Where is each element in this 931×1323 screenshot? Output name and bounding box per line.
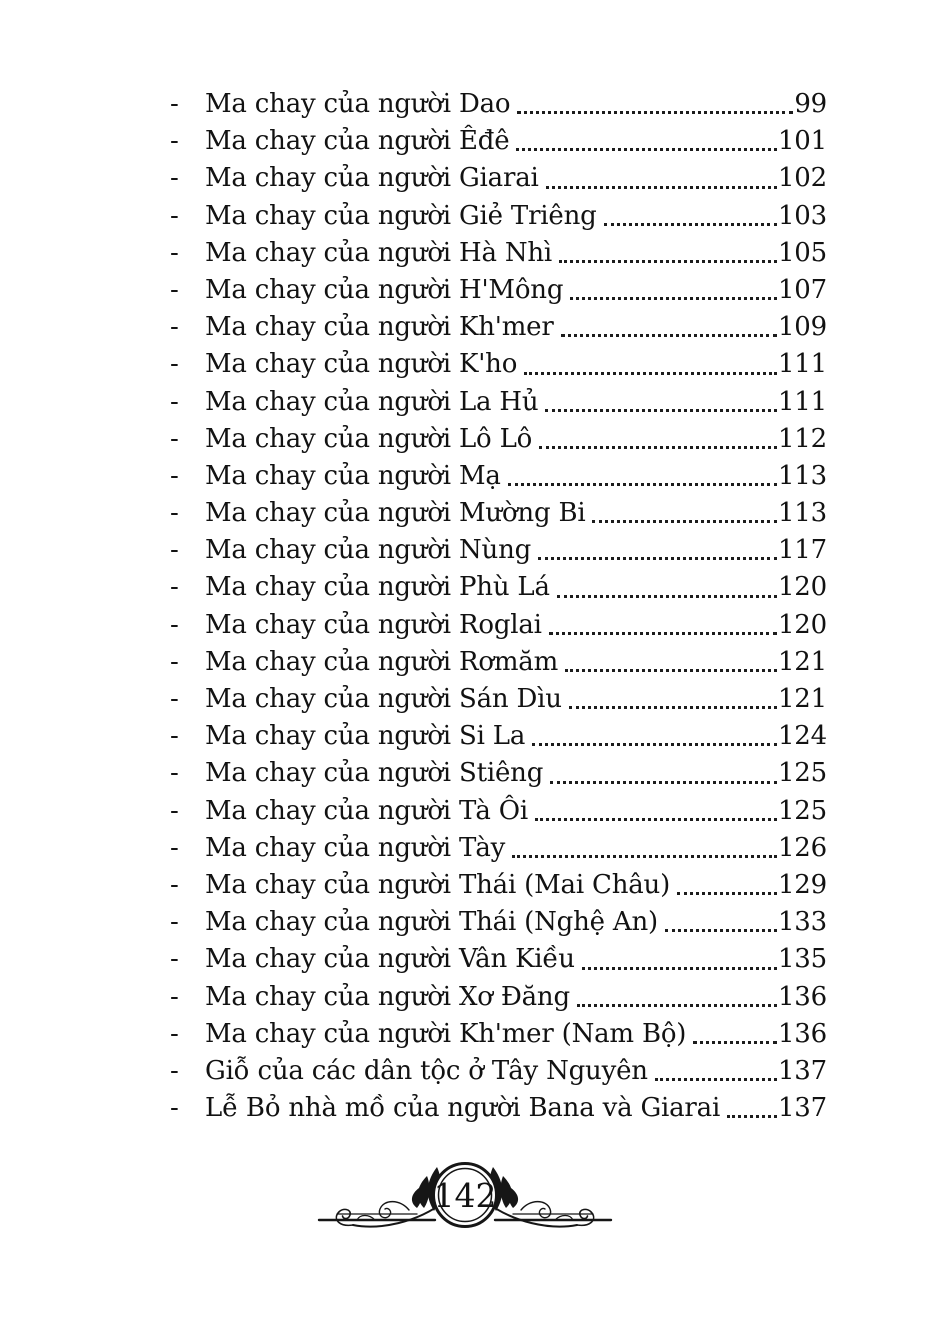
toc-entry-dash: -: [170, 126, 179, 157]
toc-entry-page: 125: [777, 758, 827, 789]
toc-entry-page: 124: [777, 721, 827, 752]
toc-entry-page: 109: [777, 312, 827, 343]
toc-entry-dash: -: [170, 423, 179, 454]
toc-entry-page: 125: [777, 795, 827, 826]
toc-entry-page: 113: [777, 460, 827, 491]
toc-entry-page: 135: [777, 944, 827, 975]
dotted-leader: [655, 1078, 777, 1081]
toc-entry-dash: -: [170, 981, 179, 1012]
toc-entry-title: Ma chay của người Phù Lá: [205, 572, 550, 603]
dotted-leader: [546, 186, 777, 189]
toc-row: [170, 607, 827, 644]
toc-entry-dash: -: [170, 200, 179, 231]
footer-ornament: [315, 1143, 615, 1253]
toc-entry-title: Ma chay của người Lô Lô: [205, 423, 533, 454]
toc-entry-title: Ma chay của người K'ho: [205, 349, 518, 380]
toc-row: [170, 1090, 827, 1127]
toc-entry-dash: -: [170, 89, 179, 119]
toc-entry-page: 112: [777, 423, 827, 454]
toc-row: [170, 830, 827, 867]
toc-entry-page: 129: [777, 869, 827, 900]
toc-row: [170, 235, 827, 272]
table-of-contents: [170, 86, 827, 1127]
toc-row: [170, 1016, 827, 1053]
toc-entry-dash: -: [170, 1055, 179, 1086]
toc-row: [170, 755, 827, 792]
toc-entry-title: Ma chay của người Tà Ôi: [205, 795, 528, 826]
dotted-leader: [582, 967, 777, 970]
dotted-leader: [524, 372, 777, 375]
toc-row: [170, 309, 827, 346]
toc-entry-dash: -: [170, 572, 179, 603]
toc-row: [170, 123, 827, 160]
toc-entry-title: Ma chay của người Kh'mer: [205, 312, 554, 343]
toc-entry-title: Ma chay của người Mường Bi: [205, 498, 586, 529]
dotted-leader: [559, 260, 777, 263]
toc-entry-title: Giỗ của các dân tộc ở Tây Nguyên: [205, 1055, 648, 1086]
toc-entry-title: Ma chay của người Êđê: [205, 126, 510, 157]
toc-entry-dash: -: [170, 869, 179, 900]
toc-entry-dash: -: [170, 721, 179, 752]
dotted-leader: [535, 818, 777, 821]
toc-entry-page: 102: [777, 163, 827, 194]
dotted-leader: [557, 595, 777, 598]
toc-entry-dash: -: [170, 163, 179, 194]
toc-entry-title: Ma chay của người Dao: [205, 89, 511, 119]
toc-row: [170, 272, 827, 309]
toc-entry-title: Ma chay của người Stiêng: [205, 758, 544, 789]
dotted-leader: [604, 223, 777, 226]
dotted-leader: [569, 706, 777, 709]
dotted-leader: [577, 1004, 777, 1007]
toc-entry-dash: -: [170, 1093, 179, 1124]
toc-row: [170, 532, 827, 569]
dotted-leader: [512, 855, 777, 858]
toc-entry-title: Ma chay của người Vân Kiều: [205, 944, 575, 975]
toc-entry-title: Ma chay của người Giarai: [205, 163, 539, 194]
dotted-leader: [539, 446, 777, 449]
toc-entry-page: 136: [777, 981, 827, 1012]
toc-entry-dash: -: [170, 460, 179, 491]
dotted-leader: [592, 520, 776, 523]
toc-row: [170, 198, 827, 235]
toc-entry-title: Ma chay của người Nùng: [205, 535, 532, 566]
toc-entry-title: Ma chay của người H'Mông: [205, 274, 564, 305]
dotted-leader: [727, 1115, 777, 1118]
toc-entry-dash: -: [170, 312, 179, 343]
dotted-leader: [516, 148, 777, 151]
toc-entry-page: 133: [777, 907, 827, 938]
toc-row: [170, 644, 827, 681]
toc-entry-page: 117: [777, 535, 827, 566]
toc-row: [170, 681, 827, 718]
toc-entry-title: Lễ Bỏ nhà mồ của người Bana và Giarai: [205, 1093, 721, 1124]
toc-entry-title: Ma chay của người Kh'mer (Nam Bộ): [205, 1018, 687, 1049]
toc-entry-page: 105: [777, 237, 827, 268]
toc-entry-page: 136: [777, 1018, 827, 1049]
toc-entry-page: 126: [777, 832, 827, 863]
toc-row: [170, 718, 827, 755]
toc-entry-dash: -: [170, 684, 179, 714]
toc-entry-page: 137: [777, 1093, 827, 1124]
toc-entry-page: 120: [777, 609, 827, 640]
dotted-leader: [561, 334, 777, 337]
toc-entry-dash: -: [170, 758, 179, 789]
flourish-ornament-graphic: [315, 1143, 615, 1253]
toc-entry-title: Ma chay của người Thái (Nghệ An): [205, 907, 658, 938]
toc-entry-title: Ma chay của người Mạ: [205, 460, 501, 491]
toc-entry-title: Ma chay của người Xơ Đăng: [205, 981, 570, 1012]
toc-entry-title: Ma chay của người Roglai: [205, 609, 542, 640]
toc-entry-title: Ma chay của người Thái (Mai Châu): [205, 869, 671, 900]
toc-entry-title: Ma chay của người Tày: [205, 832, 506, 863]
toc-entry-dash: -: [170, 609, 179, 640]
toc-entry-title: Ma chay của người Giẻ Triêng: [205, 200, 597, 231]
toc-row: [170, 421, 827, 458]
dotted-leader: [549, 632, 777, 635]
footer-page-number: 142: [433, 1176, 497, 1215]
toc-entry-page: 137: [777, 1055, 827, 1086]
dotted-leader: [545, 409, 777, 412]
toc-row: [170, 384, 827, 421]
toc-entry-dash: -: [170, 498, 179, 529]
toc-row: [170, 458, 827, 495]
toc-row: [170, 569, 827, 606]
toc-entry-dash: -: [170, 1018, 179, 1049]
dotted-leader: [538, 557, 777, 560]
toc-row: [170, 346, 827, 383]
toc-row: [170, 86, 827, 123]
toc-entry-title: Ma chay của người Si La: [205, 721, 526, 752]
toc-row: [170, 941, 827, 978]
toc-entry-dash: -: [170, 386, 179, 417]
toc-row: [170, 979, 827, 1016]
toc-entry-dash: -: [170, 832, 179, 863]
dotted-leader: [677, 892, 777, 895]
toc-row: [170, 1053, 827, 1090]
toc-entry-page: 120: [777, 572, 827, 603]
toc-entry-page: 111: [777, 386, 827, 417]
toc-entry-page: 121: [777, 684, 827, 714]
toc-entry-page: 99: [794, 89, 827, 119]
dotted-leader: [508, 483, 777, 486]
toc-entry-page: 121: [777, 646, 827, 677]
toc-entry-title: Ma chay của người La Hủ: [205, 386, 539, 417]
toc-entry-dash: -: [170, 535, 179, 566]
dotted-leader: [550, 781, 777, 784]
toc-entry-page: 103: [777, 200, 827, 231]
toc-entry-page: 111: [777, 349, 827, 380]
dotted-leader: [517, 111, 793, 114]
toc-entry-page: 113: [777, 498, 827, 529]
toc-entry-dash: -: [170, 944, 179, 975]
toc-entry-page: 107: [777, 274, 827, 305]
toc-row: [170, 793, 827, 830]
dotted-leader: [665, 929, 777, 932]
toc-entry-dash: -: [170, 795, 179, 826]
toc-entry-dash: -: [170, 237, 179, 268]
toc-row: [170, 495, 827, 532]
toc-entry-title: Ma chay của người Rơmăm: [205, 646, 559, 677]
toc-row: [170, 160, 827, 197]
toc-entry-dash: -: [170, 349, 179, 380]
dotted-leader: [532, 743, 777, 746]
toc-entry-title: Ma chay của người Sán Dìu: [205, 684, 562, 714]
toc-entry-dash: -: [170, 646, 179, 677]
dotted-leader: [693, 1041, 777, 1044]
dotted-leader: [570, 297, 777, 300]
toc-row: [170, 904, 827, 941]
toc-row: [170, 867, 827, 904]
toc-entry-title: Ma chay của người Hà Nhì: [205, 237, 553, 268]
toc-entry-dash: -: [170, 907, 179, 938]
toc-entry-dash: -: [170, 274, 179, 305]
dotted-leader: [565, 669, 777, 672]
toc-entry-page: 101: [777, 126, 827, 157]
